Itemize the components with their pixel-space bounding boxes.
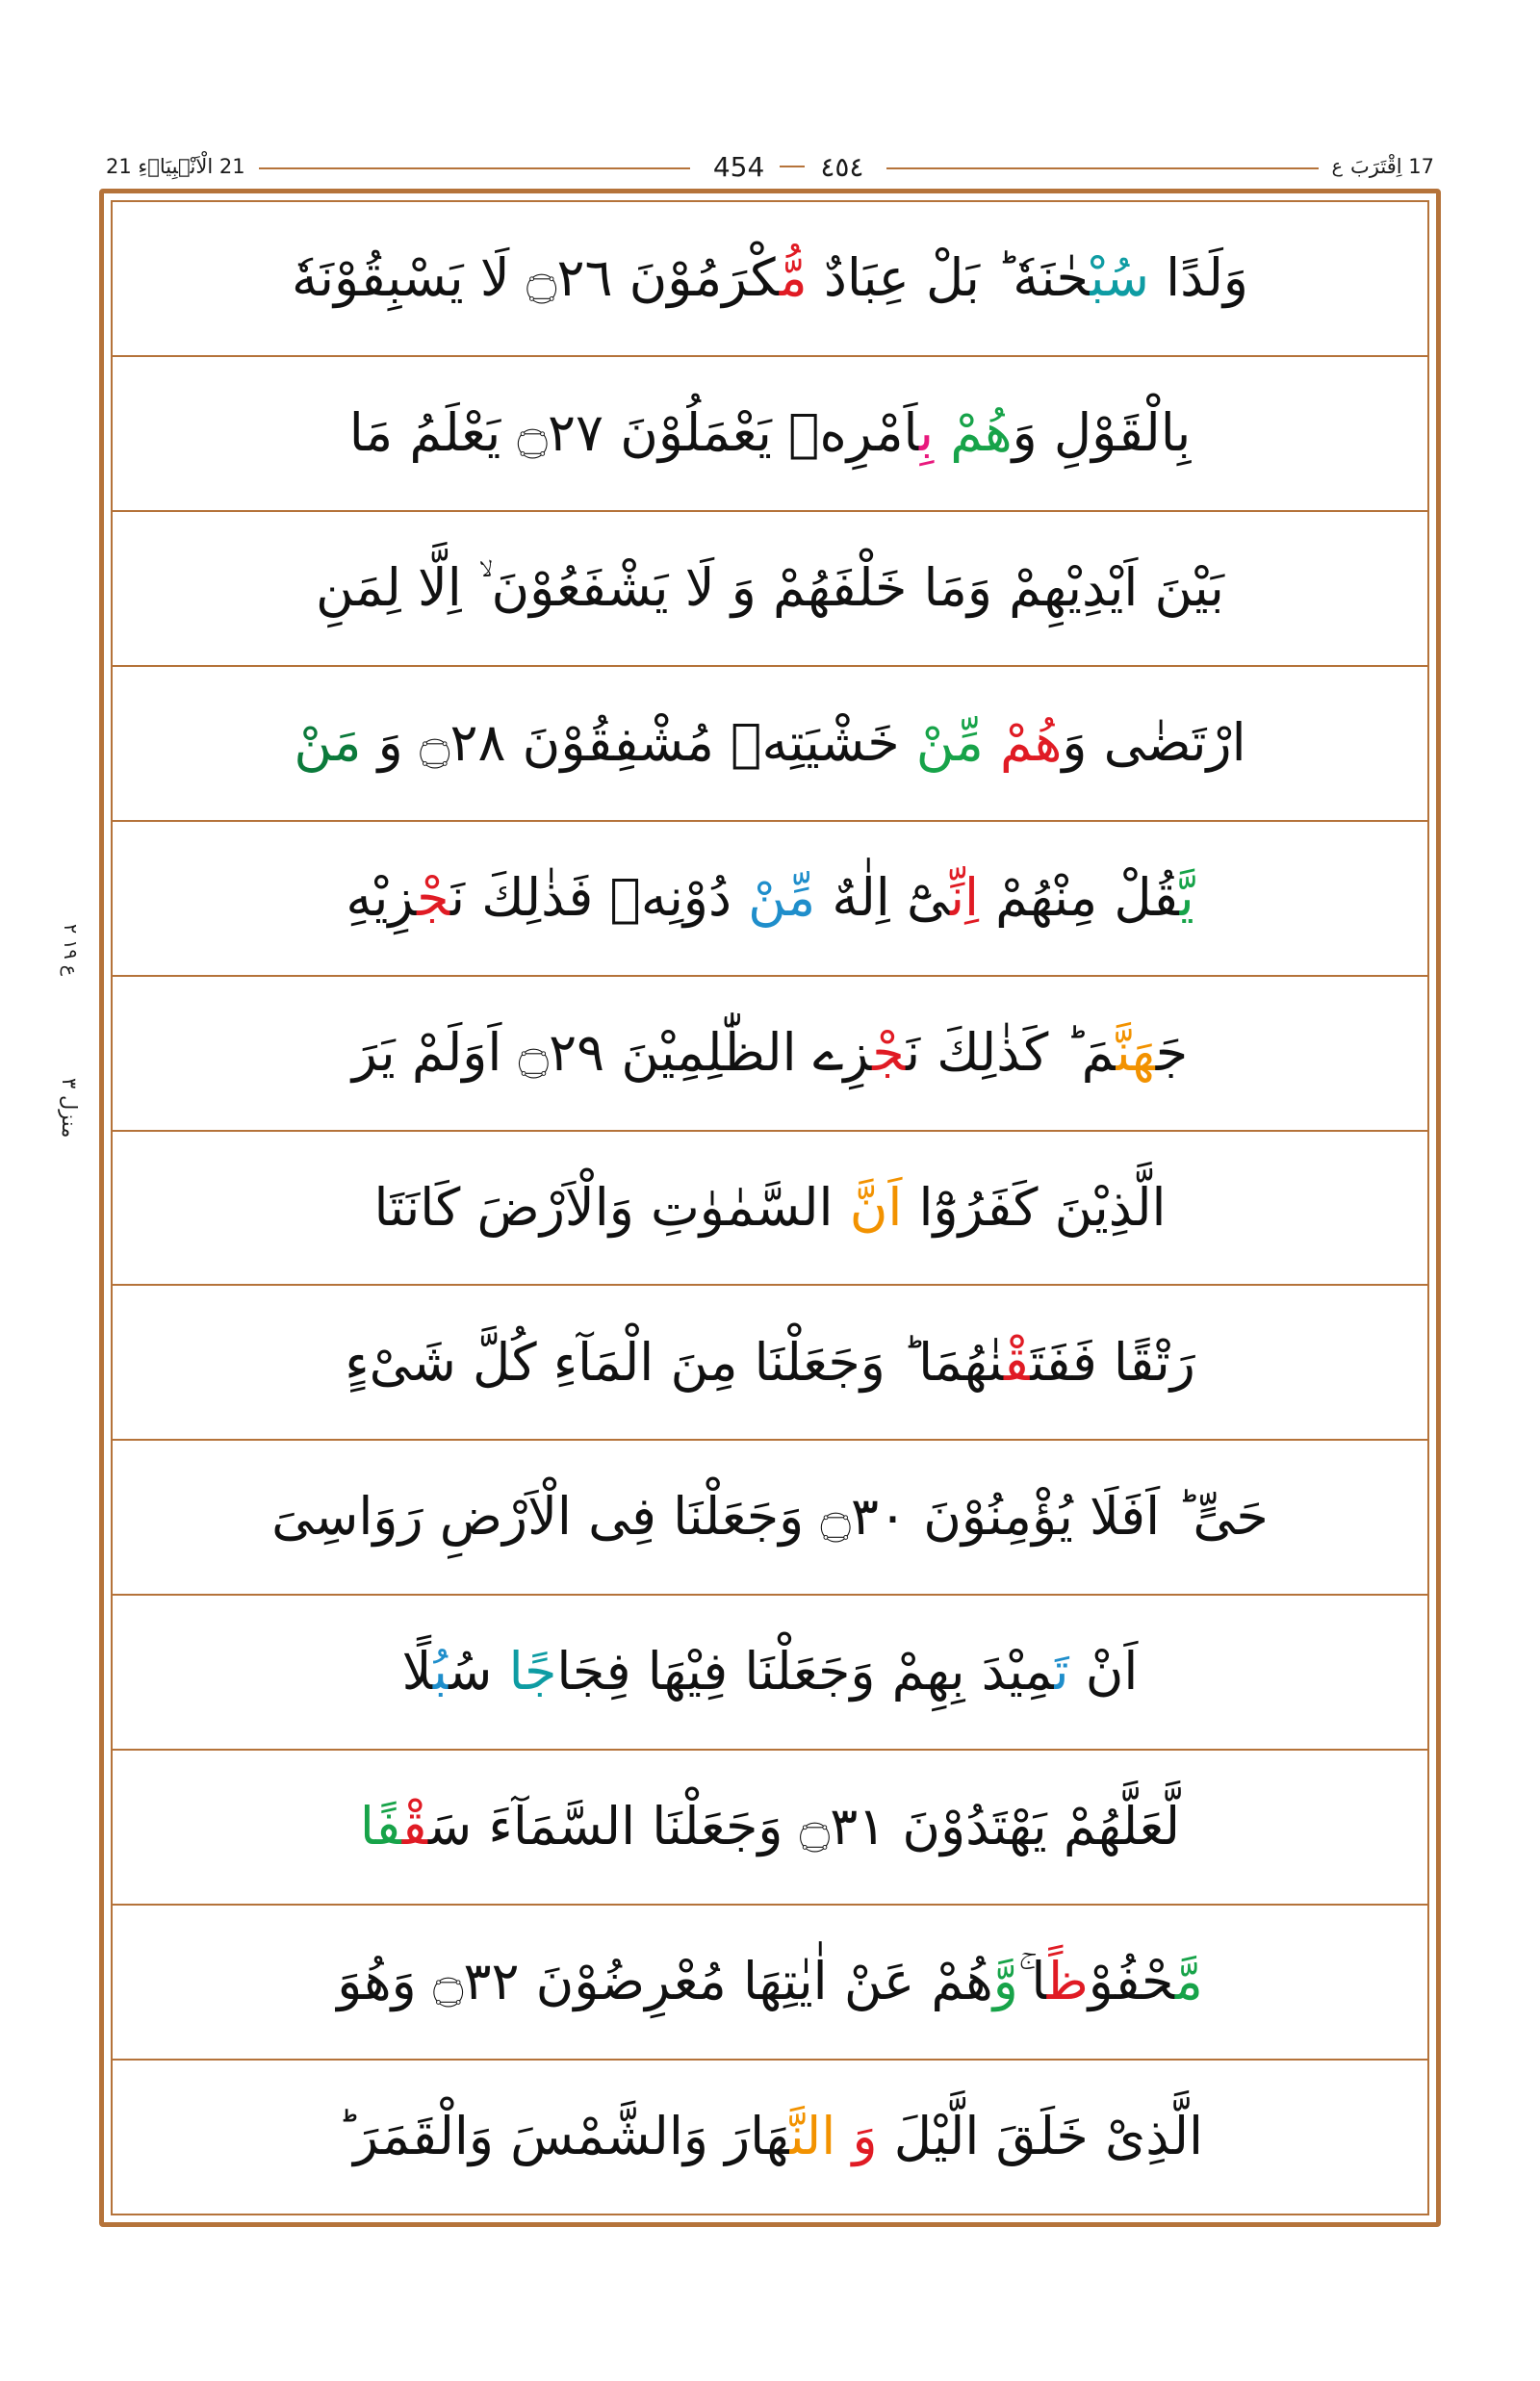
ayah-line-text (329, 1331, 1211, 1393)
ayah-segment: اَنَّ (849, 1176, 903, 1238)
ayah-segment: الَّذِيْنَ كَفَرُوْٓا (902, 1176, 1167, 1238)
ayah-segment (835, 2106, 852, 2166)
ayah-segment: رَتْقًا فَفَتَ (1030, 1331, 1195, 1393)
header-dash (780, 166, 805, 167)
ayah-segment: حْفُوْ (1088, 1951, 1175, 2012)
header-left-group (106, 155, 245, 178)
text-frame-outer (99, 189, 1441, 2227)
ayah-segment: قْ (401, 1796, 429, 1857)
ayah-segment: حَىٍّ ؕ اَفَلَا يُؤْمِنُوْنَ (907, 1486, 1269, 1548)
ayah-line (113, 822, 1427, 977)
para-label: 17 اِقْتَرَبَ (1350, 155, 1434, 178)
ayah-segment (934, 402, 950, 463)
page-header (106, 144, 1434, 189)
ayah-segment (984, 712, 1000, 773)
ayah-segment: اَنْ (1068, 1641, 1139, 1703)
ayah-segment: ا ۚ (1017, 1951, 1047, 2012)
header-rule-right (886, 167, 1318, 169)
ayah-line (113, 512, 1427, 667)
ayah-segment: وَجَعَلْنَا فِى الْاَرْضِ رَوَاسِىَ (271, 1486, 821, 1548)
ayah-line (113, 1286, 1427, 1441)
ayah-line-text (300, 556, 1240, 618)
ayah-line (113, 1132, 1427, 1287)
ayah-segment: جْ (417, 866, 451, 928)
ayah-segment: سُبْ (1090, 247, 1149, 309)
ayah-line-text (278, 711, 1261, 773)
ayah-segment: هُمْ عَنْ اٰيٰتِهَا مُعْرِضُوْنَ (519, 1951, 993, 2012)
ayah-segment: ارْتَضٰى وَ (1062, 711, 1246, 773)
header-center-group (704, 151, 874, 183)
ayah-segment: بِالْقَوْلِ وَ (1012, 402, 1192, 464)
ayah-segment: ۝٢٧ (517, 402, 604, 464)
text-frame-inner (111, 200, 1429, 2215)
ayah-segment: اِنِّ (949, 866, 980, 928)
ayah-line-text (337, 1021, 1203, 1083)
ruku-marker: ع ١٩ ٢ (59, 924, 81, 977)
ayah-line-text (256, 1486, 1284, 1548)
ayah-segment: اَمْرِهٖ يَعْمَلُوْنَ (603, 402, 919, 464)
ayah-segment: مَنْ (294, 711, 362, 773)
ayah-segment: خَشْيَتِهٖ مُشْفِقُوْنَ (505, 711, 916, 773)
ayah-segment: مِّنْ (748, 866, 833, 928)
ayah-segment: وَجَعَلْنَا السَّمَآءَ سَ (428, 1796, 800, 1857)
ayah-segment: وَ (852, 2106, 878, 2167)
ayah-line (113, 1596, 1427, 1751)
ayah-segment: جًا (508, 1641, 557, 1703)
ayah-segment: زِيْهِ (346, 866, 418, 928)
ayah-segment: دُوْنِهٖ فَذٰلِكَ نَ (450, 866, 749, 928)
ayah-segment: لَّعَلَّهُمْ يَهْتَدُوْنَ (886, 1796, 1181, 1857)
ayah-line-text (321, 1951, 1219, 2012)
ayah-segment: مَ ؕ كَذٰلِكَ نَ (906, 1021, 1116, 1083)
ayah-segment: مِّنْ (915, 711, 984, 773)
ayah-line (113, 2061, 1427, 2214)
ayah-segment: ؕ بَلْ عِبَادٌ (807, 247, 1014, 309)
ayah-line (113, 1751, 1427, 1906)
ayah-line (113, 1441, 1427, 1596)
ayah-segment: ۝٣٠ (820, 1486, 908, 1548)
ayah-line-text (334, 402, 1206, 464)
ayah-segment: النَّ (789, 2106, 836, 2167)
para-mark: ع (1331, 156, 1344, 177)
ayah-segment: يَّ (1179, 866, 1194, 928)
ayah-line-text (358, 1176, 1181, 1238)
ayah-segment: يَعْلَمُ مَا (348, 402, 518, 464)
page-number-latin: 454 (712, 150, 765, 183)
ayah-segment: ظً (1046, 1951, 1089, 2012)
ayah-line (113, 667, 1427, 822)
ayah-segment: هُمْ (999, 711, 1063, 773)
ayah-line (113, 357, 1427, 512)
manzil-marker: منزل ٣ (58, 1078, 81, 1139)
ayah-segment: اَوَلَمْ يَرَ (351, 1021, 519, 1083)
ayah-segment: نٰهُمَا ؕ وَجَعَلْنَا مِنَ الْمَآءِ كُلَّ شَىْءٍ (345, 1331, 1004, 1393)
ayah-segment: بُ (432, 1641, 449, 1703)
ayah-segment: الَّذِىْ خَلَقَ الَّيْلَ (877, 2106, 1204, 2167)
ayah-segment: وَهُوَ (337, 1951, 433, 2012)
ayah-segment: فً (375, 1796, 402, 1857)
ayah-line (113, 202, 1427, 357)
ayah-segment: قْ (1004, 1331, 1031, 1393)
ayah-segment: هَارَ وَالشَّمْسَ وَالْقَمَرَ ؕ (336, 2106, 790, 2167)
ayah-line-text (330, 866, 1209, 928)
ayah-line (113, 977, 1427, 1132)
ayah-segment: حٰنَهٗ (1013, 247, 1091, 309)
ayah-line-text (321, 2106, 1219, 2167)
ayah-segment: مُّ (779, 247, 808, 309)
header-right-group (1332, 155, 1434, 178)
ayah-segment: ۝٢٩ (518, 1021, 605, 1083)
ayah-segment: هَنَّ (1116, 1021, 1156, 1083)
header-rule-left (259, 167, 690, 169)
ayah-segment: زِے الظّٰلِمِيْنَ (604, 1021, 873, 1083)
ayah-line-text (276, 247, 1264, 309)
ayah-line-text (345, 1796, 1195, 1857)
ayah-segment: ۝٣١ (799, 1796, 886, 1857)
ayah-segment: هُمْ (950, 402, 1013, 464)
ayah-segment: وَلَدًا (1148, 247, 1248, 309)
ayah-line-text (387, 1641, 1154, 1703)
ayah-segment: ۝٢٦ (526, 247, 613, 309)
ayah-segment: وَّ (992, 1951, 1018, 2012)
ayah-segment: سُ (449, 1641, 509, 1703)
ayah-segment: وَ (361, 711, 420, 773)
ayah-segment: ۝٢٨ (419, 711, 506, 773)
ayah-segment: بِ (918, 402, 935, 464)
ayah-segment: مَّ (1174, 1951, 1203, 2012)
ayah-segment: جَ (1155, 1021, 1189, 1083)
ayah-segment: ۝٣٢ (432, 1951, 520, 2012)
ayah-segment: جْ (872, 1021, 907, 1083)
ayah-segment: لَا يَسْبِقُوْنَهٗ (292, 247, 526, 309)
ayah-segment: ا (359, 1796, 376, 1857)
ayah-segment: قُلْ مِنْهُمْ (979, 866, 1180, 928)
ayah-segment: لًا (401, 1641, 433, 1703)
ayah-segment: بَيْنَ اَيْدِيْهِمْ وَمَا خَلْفَهُمْ وَ لَا يَشْفَعُوْنَ ۙ اِلَّا لِمَنِ (316, 556, 1224, 618)
ayah-segment: السَّمٰوٰتِ وَالْاَرْضَ كَانَتَا (373, 1176, 850, 1238)
ayah-segment: تَ (1054, 1641, 1069, 1703)
ayah-line (113, 1906, 1427, 2061)
ayah-segment: كْرَمُوْنَ (612, 247, 780, 309)
ayah-segment: ىْٓ اِلٰهٌ (832, 866, 950, 928)
surah-label: 21 الْاَنْۢبِيَاۗءِ 21 (105, 155, 245, 178)
ayah-segment: مِيْدَ بِهِمْ وَجَعَلْنَا فِيْهَا فِجَا (556, 1641, 1055, 1703)
page-number-arabic: ٤٥٤ (820, 150, 864, 183)
